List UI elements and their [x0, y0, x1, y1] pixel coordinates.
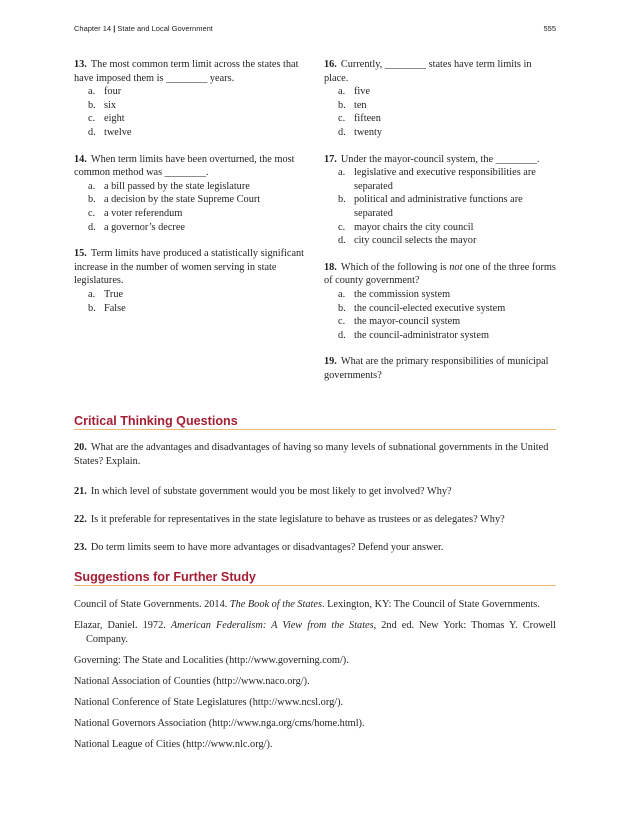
- reference-item: [74, 738, 556, 752]
- option-list: [74, 288, 306, 315]
- reference-text: National Association of Counties (http://www.naco.org/).: [74, 675, 310, 687]
- question-text: What are the primary responsibilities of municipal governments?: [324, 356, 549, 381]
- option-text: the commission system: [354, 288, 451, 300]
- question-text: Is it preferable for representatives in the state legislature to behave as trustees or as delegates? Why?: [90, 514, 505, 525]
- question-stem: [74, 153, 306, 180]
- option-list: [74, 85, 306, 139]
- reference-text: National League of Cities (http://www.nlc.org/).: [74, 738, 273, 750]
- option-text: a voter referendum: [104, 207, 183, 219]
- option-text: a governor’s decree: [104, 221, 185, 233]
- reference-item: [74, 675, 556, 689]
- option: [338, 221, 556, 235]
- question-text: In which level of substate government would you be most likely to get involved? Why?: [90, 486, 452, 497]
- reference-title: The Book of the States: [229, 599, 322, 610]
- reference-item: [74, 598, 556, 612]
- option-text: twelve: [104, 126, 132, 138]
- option: [88, 193, 306, 207]
- reference-item: [74, 619, 556, 646]
- reference-text: . Lexington, KY: The Council of State Governments.: [321, 599, 540, 610]
- question-number: 19.: [324, 356, 337, 368]
- question-number: 17.: [324, 153, 337, 165]
- option-letter: b.: [88, 194, 96, 206]
- critical-thinking-heading: Critical Thinking Questions: [74, 414, 556, 430]
- option: [338, 302, 556, 316]
- reference-text: Council of State Governments. 2014.: [74, 599, 230, 610]
- question-text: When term limits have been overturned, the most common method was ________.: [74, 153, 295, 179]
- question-text: Which of the following is: [340, 261, 450, 273]
- option-letter: b.: [338, 99, 346, 111]
- option-text: mayor chairs the city council: [354, 221, 474, 233]
- option-text: the council-administrator system: [354, 329, 489, 341]
- option-letter: d.: [338, 235, 346, 247]
- option-letter: a.: [338, 288, 346, 300]
- option-text: legislative and executive responsibilities are separated: [354, 167, 536, 192]
- question-14: [74, 153, 306, 235]
- option-letter: b.: [338, 194, 346, 206]
- question-text: one of the three forms of county government?: [324, 261, 556, 287]
- question-text: Under the mayor-council system, the ________.: [340, 153, 540, 165]
- option: [338, 288, 556, 302]
- option: [88, 126, 306, 140]
- option: [338, 166, 556, 193]
- chapter-title: State and Local Government: [117, 24, 213, 33]
- reference-list: [74, 598, 556, 758]
- question-stem: [74, 58, 306, 85]
- option: [338, 126, 556, 140]
- option-letter: a.: [338, 167, 346, 179]
- option-letter: b.: [338, 302, 346, 314]
- reference-text: National Conference of State Legislatures (http://www.ncsl.org/).: [74, 696, 344, 708]
- reference-item: [74, 654, 556, 668]
- option-text: eight: [104, 113, 125, 125]
- option-letter: b.: [88, 99, 96, 111]
- critical-question-22: [74, 513, 556, 527]
- question-19: [324, 355, 556, 382]
- question-text-emphasis: not: [449, 261, 463, 273]
- question-number: 23.: [74, 542, 87, 553]
- reference-text: Governing: The State and Localities (http://www.governing.com/).: [74, 654, 349, 666]
- option-letter: a.: [338, 86, 346, 98]
- chapter-number: Chapter 14: [74, 24, 112, 33]
- questions-right-column: [324, 58, 556, 395]
- question-16: [324, 58, 556, 140]
- option-list: [324, 166, 556, 248]
- option: [88, 112, 306, 126]
- question-number: 15.: [74, 248, 87, 260]
- option-letter: a.: [88, 288, 96, 300]
- question-stem: [324, 355, 556, 382]
- option-text: twenty: [354, 126, 383, 138]
- reference-text: National Governors Association (http://www.nga.org/cms/home.html).: [74, 717, 365, 729]
- question-stem: [74, 247, 306, 288]
- reference-item: [74, 696, 556, 710]
- option-list: [324, 288, 556, 342]
- option: [88, 288, 306, 302]
- header-separator: |: [113, 24, 116, 33]
- question-number: 22.: [74, 514, 87, 525]
- option: [338, 315, 556, 329]
- question-number: 18.: [324, 261, 337, 273]
- option: [88, 207, 306, 221]
- option: [88, 221, 306, 235]
- option-letter: c.: [338, 316, 346, 328]
- further-study-heading: Suggestions for Further Study: [74, 570, 556, 586]
- option: [338, 234, 556, 248]
- option: [338, 85, 556, 99]
- question-number: 13.: [74, 59, 87, 70]
- option-text: the council-elected executive system: [354, 302, 506, 314]
- option-letter: d.: [88, 221, 96, 233]
- question-13: [74, 58, 306, 140]
- option-letter: c.: [338, 113, 346, 125]
- page-number: 555: [543, 24, 556, 33]
- option-text: fifteen: [354, 113, 381, 125]
- option-text: city council selects the mayor: [354, 235, 477, 247]
- option-text: six: [104, 99, 117, 111]
- option-text: a bill passed by the state legislature: [104, 180, 250, 192]
- question-stem: [324, 261, 556, 288]
- option-letter: d.: [338, 126, 346, 138]
- option-letter: c.: [338, 221, 346, 233]
- option: [338, 99, 556, 113]
- question-number: 14.: [74, 153, 87, 165]
- option-text: four: [104, 86, 122, 98]
- option-letter: c.: [88, 207, 96, 219]
- reference-text: , 2nd ed. New York: Thomas Y. Crowell Company.: [86, 619, 556, 645]
- option-text: ten: [354, 99, 367, 111]
- option-text: the mayor-council system: [354, 316, 461, 328]
- option-letter: d.: [88, 126, 96, 138]
- question-text: Term limits have produced a statistically significant increase in the number of women serving in state legislatures.: [74, 248, 305, 287]
- critical-question-20: [74, 441, 556, 469]
- question-text: What are the advantages and disadvantages of having so many levels of subnational governments in the United States? Explain.: [74, 442, 549, 467]
- question-stem: [324, 153, 556, 167]
- option-text: five: [354, 86, 371, 98]
- question-text: Do term limits seem to have more advantages or disadvantages? Defend your answer.: [90, 542, 444, 553]
- option: [88, 302, 306, 316]
- option-list: [324, 85, 556, 139]
- chapter-label: [74, 24, 213, 33]
- option: [338, 193, 556, 220]
- option-letter: a.: [88, 180, 96, 192]
- option-letter: d.: [338, 329, 346, 341]
- option-text: political and administrative functions are separated: [354, 194, 523, 219]
- critical-question-23: [74, 541, 556, 555]
- question-text: The most common term limit across the states that have imposed them is ________ years.: [74, 59, 299, 84]
- option-text: a decision by the state Supreme Court: [104, 194, 261, 206]
- reference-item: [74, 717, 556, 731]
- option: [338, 112, 556, 126]
- question-15: [74, 247, 306, 315]
- option-letter: b.: [88, 302, 96, 314]
- option-letter: c.: [88, 113, 96, 125]
- option: [88, 85, 306, 99]
- option-list: [74, 180, 306, 234]
- critical-question-21: [74, 485, 556, 499]
- option-text: True: [104, 288, 124, 300]
- option-letter: a.: [88, 86, 96, 98]
- question-number: 16.: [324, 59, 337, 70]
- question-number: 21.: [74, 486, 87, 497]
- option: [88, 180, 306, 194]
- reference-text: Elazar, Daniel. 1972.: [74, 619, 171, 631]
- question-text: Currently, ________ states have term limits in place.: [324, 59, 532, 84]
- option: [88, 99, 306, 113]
- questions-left-column: [74, 58, 306, 328]
- reference-title: American Federalism: A View from the States: [170, 619, 374, 631]
- question-18: [324, 261, 556, 343]
- question-number: 20.: [74, 442, 87, 453]
- option-text: False: [104, 302, 126, 314]
- question-stem: [324, 58, 556, 85]
- question-17: [324, 153, 556, 248]
- option: [338, 329, 556, 343]
